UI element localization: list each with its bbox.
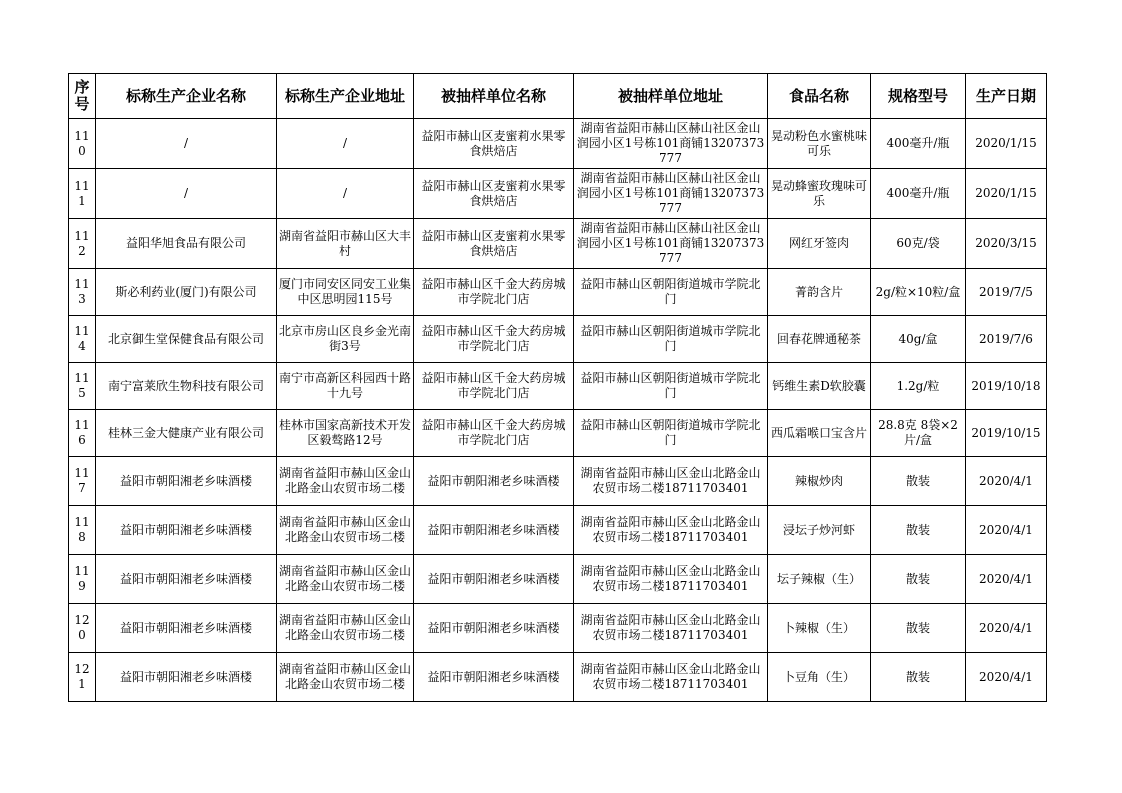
cell-specification: 散装 xyxy=(871,457,966,506)
header-sampled-unit-address: 被抽样单位地址 xyxy=(574,74,768,119)
cell-sampled-unit-address: 益阳市赫山区朝阳街道城市学院北门 xyxy=(574,316,768,363)
cell-food-name: 辣椒炒肉 xyxy=(768,457,871,506)
cell-index: 119 xyxy=(69,555,96,604)
header-manufacturer-address: 标称生产企业地址 xyxy=(277,74,414,119)
cell-manufacturer-name: 益阳市朝阳湘老乡味酒楼 xyxy=(96,506,277,555)
header-index: 序号 xyxy=(69,74,96,119)
header-food-name: 食品名称 xyxy=(768,74,871,119)
cell-food-name: 菁韵含片 xyxy=(768,269,871,316)
cell-manufacturer-address: 厦门市同安区同安工业集中区思明园115号 xyxy=(277,269,414,316)
cell-index: 121 xyxy=(69,653,96,702)
cell-sampled-unit-address: 湖南省益阳市赫山区赫山社区金山润园小区1号栋101商铺13207373777 xyxy=(574,119,768,169)
cell-production-date: 2019/10/15 xyxy=(966,410,1047,457)
cell-food-name: 坛子辣椒（生） xyxy=(768,555,871,604)
cell-sampled-unit-name: 益阳市朝阳湘老乡味酒楼 xyxy=(414,555,574,604)
cell-index: 111 xyxy=(69,169,96,219)
cell-production-date: 2019/7/6 xyxy=(966,316,1047,363)
table-row xyxy=(69,119,1047,169)
cell-manufacturer-address: 湖南省益阳市赫山区金山北路金山农贸市场二楼 xyxy=(277,653,414,702)
cell-production-date: 2020/1/15 xyxy=(966,119,1047,169)
cell-sampled-unit-name: 益阳市赫山区千金大药房城市学院北门店 xyxy=(414,363,574,410)
cell-index: 118 xyxy=(69,506,96,555)
cell-specification: 40g/盒 xyxy=(871,316,966,363)
cell-specification: 2g/粒×10粒/盒 xyxy=(871,269,966,316)
cell-index: 112 xyxy=(69,219,96,269)
cell-sampled-unit-address: 湖南省益阳市赫山区金山北路金山农贸市场二楼18711703401 xyxy=(574,457,768,506)
cell-sampled-unit-address: 湖南省益阳市赫山区金山北路金山农贸市场二楼18711703401 xyxy=(574,604,768,653)
cell-specification: 散装 xyxy=(871,506,966,555)
cell-index: 117 xyxy=(69,457,96,506)
cell-sampled-unit-address: 湖南省益阳市赫山区赫山社区金山润园小区1号栋101商铺13207373777 xyxy=(574,169,768,219)
table-row xyxy=(69,653,1047,702)
cell-sampled-unit-address: 湖南省益阳市赫山区金山北路金山农贸市场二楼18711703401 xyxy=(574,506,768,555)
cell-manufacturer-address: 湖南省益阳市赫山区金山北路金山农贸市场二楼 xyxy=(277,555,414,604)
cell-manufacturer-name: / xyxy=(96,119,277,169)
cell-manufacturer-address: 桂林市国家高新技术开发区毅骜路12号 xyxy=(277,410,414,457)
cell-sampled-unit-name: 益阳市朝阳湘老乡味酒楼 xyxy=(414,457,574,506)
cell-manufacturer-address: / xyxy=(277,169,414,219)
header-row xyxy=(69,74,1047,119)
cell-sampled-unit-name: 益阳市赫山区麦蜜莉水果零食烘焙店 xyxy=(414,119,574,169)
cell-sampled-unit-address: 益阳市赫山区朝阳街道城市学院北门 xyxy=(574,363,768,410)
cell-manufacturer-name: 桂林三金大健康产业有限公司 xyxy=(96,410,277,457)
cell-production-date: 2020/4/1 xyxy=(966,653,1047,702)
cell-index: 113 xyxy=(69,269,96,316)
cell-specification: 散装 xyxy=(871,555,966,604)
cell-manufacturer-name: 益阳市朝阳湘老乡味酒楼 xyxy=(96,555,277,604)
table-row xyxy=(69,555,1047,604)
cell-food-name: 网红牙签肉 xyxy=(768,219,871,269)
cell-sampled-unit-name: 益阳市赫山区千金大药房城市学院北门店 xyxy=(414,316,574,363)
cell-production-date: 2020/4/1 xyxy=(966,604,1047,653)
cell-production-date: 2020/4/1 xyxy=(966,506,1047,555)
header-manufacturer-name: 标称生产企业名称 xyxy=(96,74,277,119)
cell-sampled-unit-address: 湖南省益阳市赫山区金山北路金山农贸市场二楼18711703401 xyxy=(574,555,768,604)
cell-manufacturer-address: / xyxy=(277,119,414,169)
cell-production-date: 2020/3/15 xyxy=(966,219,1047,269)
cell-manufacturer-name: 斯必利药业(厦门)有限公司 xyxy=(96,269,277,316)
cell-manufacturer-address: 湖南省益阳市赫山区金山北路金山农贸市场二楼 xyxy=(277,457,414,506)
table-row xyxy=(69,219,1047,269)
cell-food-name: 浸坛子炒河虾 xyxy=(768,506,871,555)
cell-specification: 60克/袋 xyxy=(871,219,966,269)
cell-manufacturer-name: 益阳华旭食品有限公司 xyxy=(96,219,277,269)
cell-production-date: 2019/10/18 xyxy=(966,363,1047,410)
cell-production-date: 2020/4/1 xyxy=(966,555,1047,604)
cell-specification: 1.2g/粒 xyxy=(871,363,966,410)
cell-manufacturer-name: 南宁富莱欣生物科技有限公司 xyxy=(96,363,277,410)
cell-food-name: 钙维生素D软胶囊 xyxy=(768,363,871,410)
table-row xyxy=(69,457,1047,506)
cell-sampled-unit-address: 益阳市赫山区朝阳街道城市学院北门 xyxy=(574,269,768,316)
cell-index: 116 xyxy=(69,410,96,457)
table-row xyxy=(69,506,1047,555)
cell-food-name: 回春花牌通秘茶 xyxy=(768,316,871,363)
cell-sampled-unit-address: 益阳市赫山区朝阳街道城市学院北门 xyxy=(574,410,768,457)
cell-sampled-unit-address: 湖南省益阳市赫山区金山北路金山农贸市场二楼18711703401 xyxy=(574,653,768,702)
cell-specification: 散装 xyxy=(871,604,966,653)
cell-manufacturer-address: 湖南省益阳市赫山区金山北路金山农贸市场二楼 xyxy=(277,506,414,555)
cell-index: 115 xyxy=(69,363,96,410)
cell-index: 114 xyxy=(69,316,96,363)
header-sampled-unit-name: 被抽样单位名称 xyxy=(414,74,574,119)
cell-specification: 400毫升/瓶 xyxy=(871,169,966,219)
cell-manufacturer-name: 北京御生堂保健食品有限公司 xyxy=(96,316,277,363)
cell-food-name: 西瓜霜喉口宝含片 xyxy=(768,410,871,457)
sampling-results-table xyxy=(68,73,1047,702)
table-row xyxy=(69,363,1047,410)
cell-food-name: 晃动蜂蜜玫瑰味可乐 xyxy=(768,169,871,219)
header-specification: 规格型号 xyxy=(871,74,966,119)
cell-manufacturer-name: 益阳市朝阳湘老乡味酒楼 xyxy=(96,604,277,653)
cell-food-name: 卜豆角（生） xyxy=(768,653,871,702)
table-row xyxy=(69,169,1047,219)
cell-production-date: 2019/7/5 xyxy=(966,269,1047,316)
cell-index: 110 xyxy=(69,119,96,169)
cell-production-date: 2020/1/15 xyxy=(966,169,1047,219)
cell-manufacturer-address: 湖南省益阳市赫山区金山北路金山农贸市场二楼 xyxy=(277,604,414,653)
cell-specification: 400毫升/瓶 xyxy=(871,119,966,169)
header-production-date: 生产日期 xyxy=(966,74,1047,119)
cell-food-name: 卜辣椒（生） xyxy=(768,604,871,653)
cell-sampled-unit-name: 益阳市赫山区千金大药房城市学院北门店 xyxy=(414,269,574,316)
cell-production-date: 2020/4/1 xyxy=(966,457,1047,506)
table-row xyxy=(69,410,1047,457)
cell-manufacturer-address: 湖南省益阳市赫山区大丰村 xyxy=(277,219,414,269)
cell-manufacturer-address: 南宁市高新区科园西十路十九号 xyxy=(277,363,414,410)
table-row xyxy=(69,316,1047,363)
cell-sampled-unit-address: 湖南省益阳市赫山区赫山社区金山润园小区1号栋101商铺13207373777 xyxy=(574,219,768,269)
cell-food-name: 晃动粉色水蜜桃味可乐 xyxy=(768,119,871,169)
cell-sampled-unit-name: 益阳市朝阳湘老乡味酒楼 xyxy=(414,506,574,555)
cell-sampled-unit-name: 益阳市赫山区千金大药房城市学院北门店 xyxy=(414,410,574,457)
cell-index: 120 xyxy=(69,604,96,653)
cell-sampled-unit-name: 益阳市朝阳湘老乡味酒楼 xyxy=(414,604,574,653)
table-row xyxy=(69,604,1047,653)
cell-specification: 28.8克 8袋×2片/盒 xyxy=(871,410,966,457)
cell-manufacturer-name: 益阳市朝阳湘老乡味酒楼 xyxy=(96,653,277,702)
cell-sampled-unit-name: 益阳市赫山区麦蜜莉水果零食烘焙店 xyxy=(414,169,574,219)
cell-manufacturer-name: 益阳市朝阳湘老乡味酒楼 xyxy=(96,457,277,506)
cell-specification: 散装 xyxy=(871,653,966,702)
table-row xyxy=(69,269,1047,316)
cell-manufacturer-address: 北京市房山区良乡金光南街3号 xyxy=(277,316,414,363)
cell-sampled-unit-name: 益阳市赫山区麦蜜莉水果零食烘焙店 xyxy=(414,219,574,269)
cell-manufacturer-name: / xyxy=(96,169,277,219)
cell-sampled-unit-name: 益阳市朝阳湘老乡味酒楼 xyxy=(414,653,574,702)
